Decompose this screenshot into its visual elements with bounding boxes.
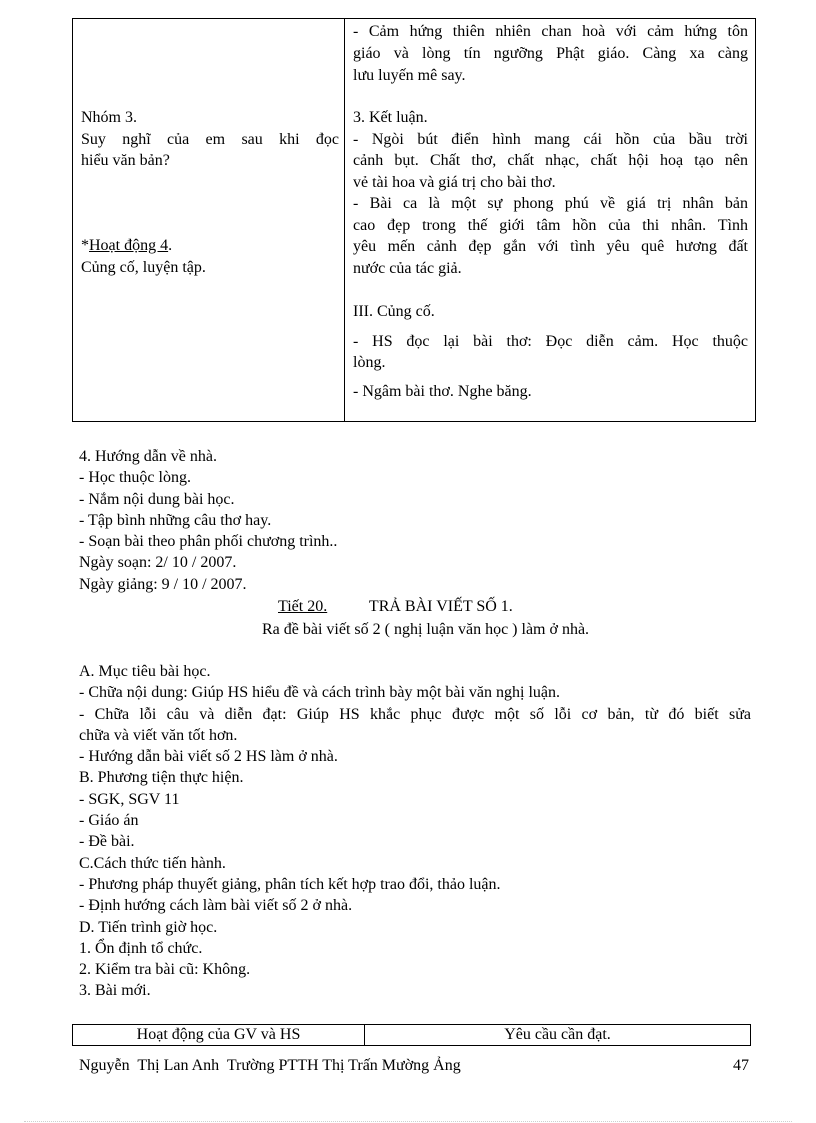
conclusion-heading: 3. Kết luận. bbox=[353, 109, 428, 126]
activity-description: Củng cố, luyện tập. bbox=[81, 259, 206, 276]
body-line: C.Cách thức tiến hành. bbox=[79, 854, 226, 872]
para4-line-2: lòng. bbox=[353, 354, 386, 371]
header-activity: Hoạt động của GV và HS bbox=[136, 1026, 301, 1043]
activity-label: Hoạt động 4 bbox=[89, 237, 169, 254]
body-line: 1. Ổn định tổ chức. bbox=[79, 939, 203, 957]
group-label: Nhóm 3. bbox=[81, 109, 137, 126]
body-line: - SGK, SGV 11 bbox=[79, 790, 180, 808]
activity-header-table bbox=[72, 1024, 751, 1046]
body-line: 2. Kiểm tra bài cũ: Không. bbox=[79, 961, 251, 979]
activity-heading bbox=[81, 235, 172, 257]
table-column-divider bbox=[344, 19, 345, 421]
homework-line: - Học thuộc lòng. bbox=[79, 469, 191, 487]
homework-section bbox=[79, 446, 751, 595]
homework-line: 4. Hướng dẫn về nhà. bbox=[79, 448, 217, 465]
body-line: - Định hướng cách làm bài viết số 2 ở nhà. bbox=[79, 897, 353, 915]
homework-line: - Soạn bài theo phân phối chương trình.. bbox=[79, 533, 338, 551]
page-edge-divider bbox=[24, 1121, 792, 1122]
para2-line-1: - Ngòi bút điển hình mang cái hồn của bầu trời bbox=[353, 131, 748, 148]
para2-line-3: vẻ tài hoa và giá trị cho bài thơ. bbox=[353, 174, 556, 191]
para1-line-2: giáo và lòng tín ngưỡng Phật giáo. Càng xa càng bbox=[353, 45, 748, 62]
lesson-body bbox=[79, 661, 751, 1002]
homework-line: - Nắm nội dung bài học. bbox=[79, 490, 235, 508]
para4-line-1: - HS đọc lại bài thơ: Đọc diễn cảm. Học thuộc bbox=[353, 333, 748, 350]
body-line: - Giáo án bbox=[79, 812, 139, 830]
lesson-activity-table bbox=[72, 18, 756, 422]
homework-line: - Tập bình những câu thơ hay. bbox=[79, 511, 272, 529]
lesson-title: TRẢ BÀI VIẾT SỐ 1. bbox=[368, 598, 513, 615]
para1-line-3: lưu luyến mê say. bbox=[353, 67, 466, 84]
body-line: - Hướng dẫn bài viết số 2 HS làm ở nhà. bbox=[79, 748, 338, 766]
para3-line-4: nước của tác giả. bbox=[353, 260, 462, 277]
question-line-2: hiểu văn bản? bbox=[81, 152, 170, 169]
body-line: - Đề bài. bbox=[79, 833, 135, 851]
footer-author: Nguyễn Thị Lan Anh Trường PTTH Thị Trấn Mường Ảng bbox=[79, 1057, 461, 1074]
para3-line-2: cao đẹp trong thế giới tâm hồn của thi nhân. Tình bbox=[353, 217, 748, 234]
body-line: A. Mục tiêu bài học. bbox=[79, 663, 211, 680]
header-requirements: Yêu cầu cần đạt. bbox=[504, 1026, 611, 1043]
para2-line-2: cảnh bụt. Chất thơ, chất nhạc, chất hội hoạ tạo nên bbox=[353, 152, 748, 169]
para3-line-1: - Bài ca là một sự phong phú về giá trị nhân bản bbox=[353, 195, 748, 212]
lesson-subtitle: Ra đề bài viết số 2 ( nghị luận văn học ) làm ở nhà. bbox=[262, 621, 590, 638]
para1-line-1: - Cảm hứng thiên nhiên chan hoà với cảm hứng tôn bbox=[353, 23, 748, 40]
page-footer bbox=[79, 1055, 749, 1076]
body-line: B. Phương tiện thực hiện. bbox=[79, 769, 244, 787]
date-taught: Ngày giảng: 9 / 10 / 2007. bbox=[79, 575, 247, 593]
consolidate-heading: III. Củng cố. bbox=[353, 303, 435, 320]
activity-suffix: . bbox=[168, 237, 173, 254]
body-line: - Chữa lỗi câu và diễn đạt: Giúp HS khắc phục được một số lỗi cơ bản, từ đó biết sửa bbox=[79, 705, 751, 723]
question-line-1: Suy nghĩ của em sau khi đọc bbox=[81, 131, 339, 148]
lesson-number: Tiết 20. bbox=[278, 598, 328, 615]
body-line: chữa và viết văn tốt hơn. bbox=[79, 726, 238, 744]
lesson-title-row bbox=[278, 596, 513, 617]
body-line: - Phương pháp thuyết giảng, phân tích kết hợp trao đổi, thảo luận. bbox=[79, 875, 501, 893]
activity-prefix: * bbox=[81, 237, 89, 254]
date-prepared: Ngày soạn: 2/ 10 / 2007. bbox=[79, 554, 237, 572]
body-line: 3. Bài mới. bbox=[79, 982, 151, 1000]
body-line: - Chữa nội dung: Giúp HS hiểu đề và cách trình bày một bài văn nghị luận. bbox=[79, 684, 561, 702]
para3-line-3: yêu mến cảnh đẹp gắn với tình yêu quê hương đất bbox=[353, 238, 748, 255]
page-number: 47 bbox=[733, 1057, 749, 1074]
body-line: D. Tiến trình giờ học. bbox=[79, 918, 218, 936]
para5: - Ngâm bài thơ. Nghe băng. bbox=[353, 383, 532, 400]
